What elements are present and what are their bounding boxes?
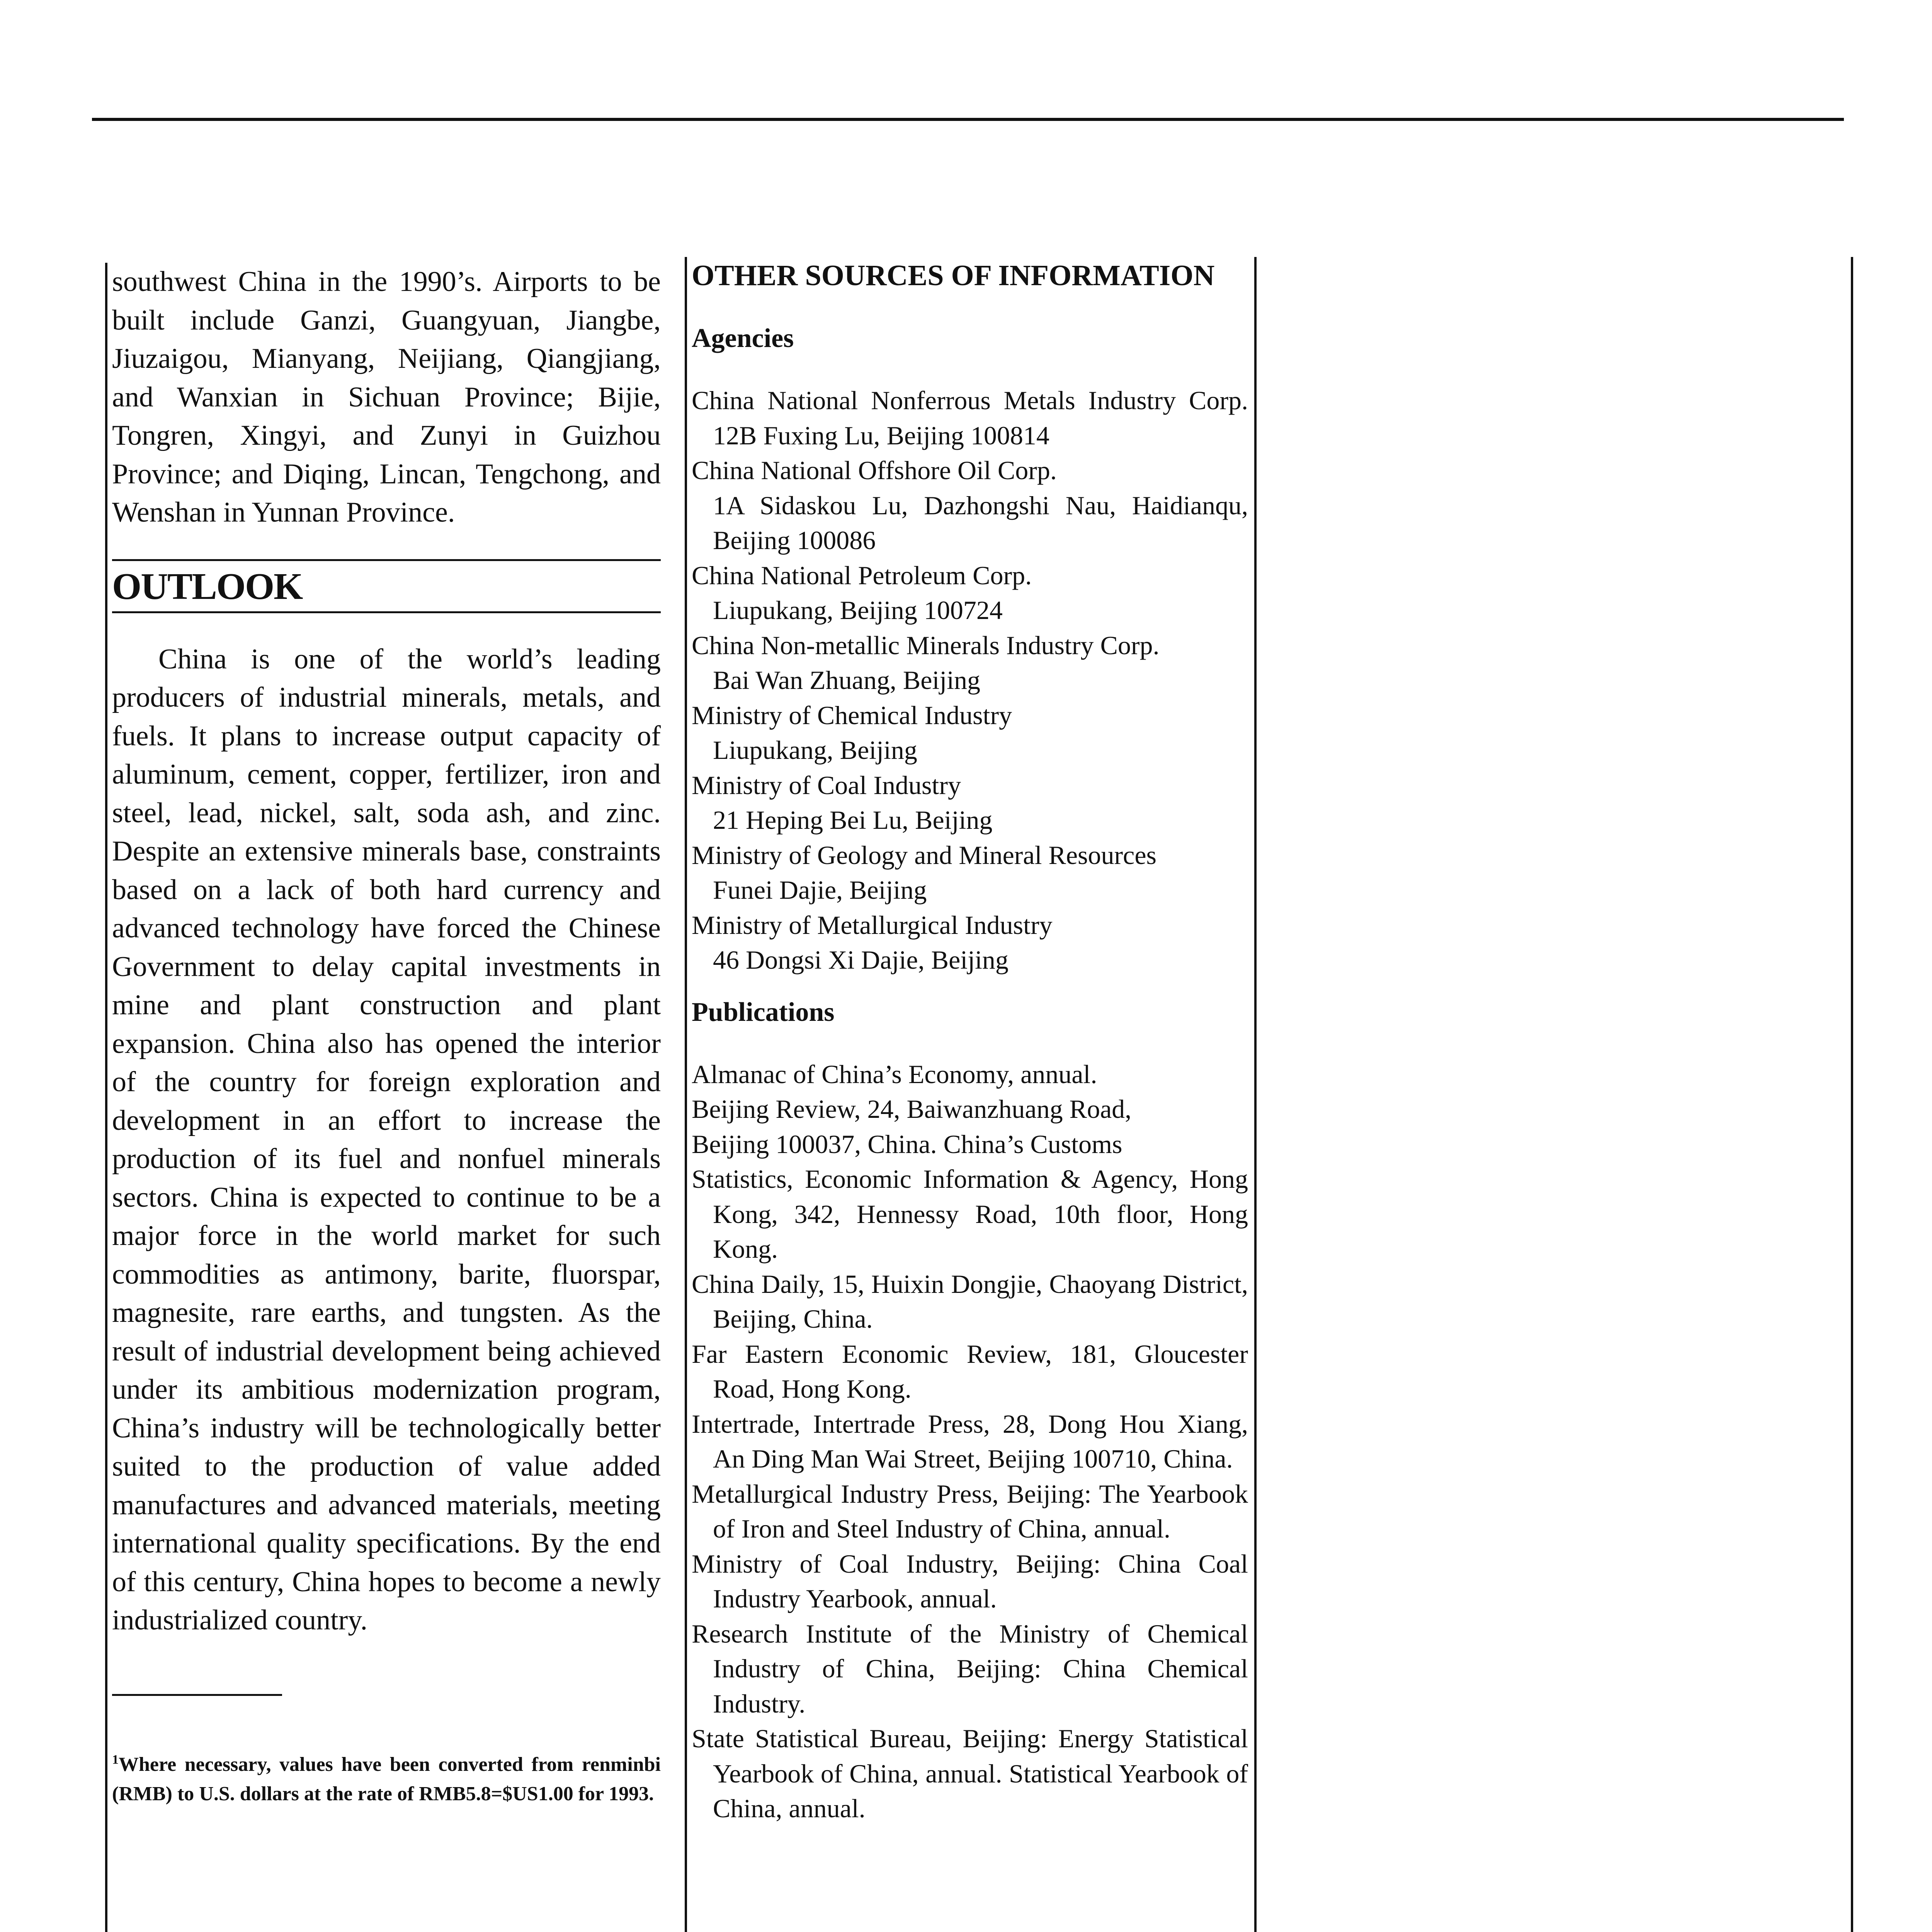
publication-entry: Almanac of China’s Economy, annual.	[692, 1059, 1097, 1089]
outer-right-rule	[1851, 257, 1853, 1932]
publications-title: Publications	[692, 997, 835, 1027]
publication-entry: Research Institute of the Ministry of Chemical Industry of China, Beijing: China Chemical Industry.	[692, 1619, 1248, 1718]
publication-entry: Beijing Review, 24, Baiwanzhuang Road,	[692, 1094, 1132, 1124]
agency-entry: 21 Heping Bei Lu, Beijing	[713, 805, 993, 835]
section-spacer	[692, 978, 1248, 995]
agency-entry: Liupukang, Beijing 100724	[713, 595, 1003, 625]
agency-entry: China National Nonferrous Metals Industry Corp. 12B Fuxing Lu, Beijing 100814	[692, 386, 1248, 450]
outlook-heading-block	[112, 559, 661, 613]
right-column-rule	[1254, 257, 1257, 1932]
agency-entry: 46 Dongsi Xi Dajie, Beijing	[713, 945, 1009, 975]
agency-entry: Ministry of Coal Industry	[692, 770, 961, 800]
outlook-paragraph: China is one of the world’s leading producers of industrial minerals, metals, and fuels. It plans to increase output capacity of aluminum, cement, copper, fertilizer, iron and steel, lead, nickel, salt, soda ash, and zinc. Despite an extensive minerals base, constraints based on a lack of both hard currency and advanced technology have forced the Chinese Government to delay capital investments in mine and plant construction and plant expansion. China also has opened the interior of the country for foreign exploration and development in an effort to increase the production of its fuel and nonfuel minerals sectors. China is expected to continue to be a major force in the world market for such commodities as antimony, barite, fluorspar, magnesite, rare earths, and tungsten. As the result of industrial development being achieved under its ambitious modernization program, China’s industry will be technologically better suited to the production of value added manufactures and advanced materials, meeting international quality specifications. By the end of this century, China hopes to become a newly industrialized country.	[112, 643, 661, 1636]
publication-entry: Ministry of Coal Industry, Beijing: China Coal Industry Yearbook, annual.	[692, 1549, 1248, 1613]
agency-entry: China National Petroleum Corp.	[692, 560, 1032, 590]
column-divider-rule	[685, 257, 687, 1932]
outlook-rule-top	[112, 559, 661, 561]
agency-entry: 1A Sidaskou Lu, Dazhongshi Nau, Haidianqu, Beijing 100086	[713, 490, 1248, 555]
sources-column	[692, 257, 1248, 1826]
publication-entry: Metallurgical Industry Press, Beijing: The Yearbook of Iron and Steel Industry of China, annual.	[692, 1479, 1248, 1543]
agency-entry: Ministry of Geology and Mineral Resources	[692, 840, 1156, 870]
agency-entry: China National Offshore Oil Corp.	[692, 456, 1057, 485]
publication-entry: Beijing 100037, China. China’s Customs	[692, 1129, 1122, 1159]
footnote	[112, 1750, 661, 1809]
left-margin-rule	[105, 263, 107, 1932]
footnote-text: Where necessary, values have been converted from renminbi (RMB) to U.S. dollars at the rate of RMB5.8=$US1.00 for 1993.	[112, 1753, 661, 1805]
agency-entry: Ministry of Chemical Industry	[692, 700, 1012, 730]
sources-section-title: OTHER SOURCES OF INFORMATION	[692, 259, 1215, 292]
top-rule	[92, 118, 1844, 121]
agency-entry: Funei Dajie, Beijing	[713, 875, 927, 905]
outlook-rule-bottom	[112, 611, 661, 613]
outlook-heading: OUTLOOK	[112, 565, 303, 607]
agency-entry: Bai Wan Zhuang, Beijing	[713, 665, 981, 695]
agency-entry: Ministry of Metallurgical Industry	[692, 910, 1053, 940]
footnote-rule	[112, 1694, 282, 1696]
publication-entry: China Daily, 15, Huixin Dongjie, Chaoyang District, Beijing, China.	[692, 1269, 1248, 1333]
footnote-marker: 1	[112, 1752, 119, 1767]
agencies-title: Agencies	[692, 323, 794, 353]
intro-paragraph: southwest China in the 1990’s. Airports to be built include Ganzi, Guangyuan, Jiangbe, Jiuzaigou, Mianyang, Neijiang, Qiangjiang, and Wanxian in Sichuan Province; Bijie, Tongren, Xingyi, and Zunyi in Guizhou Province; and Diqing, Lincan, Tengchong, and Wenshan in Yunnan Province.	[112, 266, 661, 528]
agency-entry: Liupukang, Beijing	[713, 735, 917, 765]
agency-entry: China Non-metallic Minerals Industry Corp.	[692, 630, 1160, 660]
publication-entry: Far Eastern Economic Review, 181, Gloucester Road, Hong Kong.	[692, 1339, 1248, 1403]
publication-entry: State Statistical Bureau, Beijing: Energy Statistical Yearbook of China, annual. Statistical Yearbook of China, annual.	[692, 1724, 1248, 1823]
publication-entry: Statistics, Economic Information & Agency, Hong Kong, 342, Hennessy Road, 10th floor, Hong Kong.	[692, 1164, 1248, 1264]
left-column	[112, 263, 661, 1809]
publication-entry: Intertrade, Intertrade Press, 28, Dong Hou Xiang, An Ding Man Wai Street, Beijing 100710, China.	[692, 1409, 1248, 1473]
